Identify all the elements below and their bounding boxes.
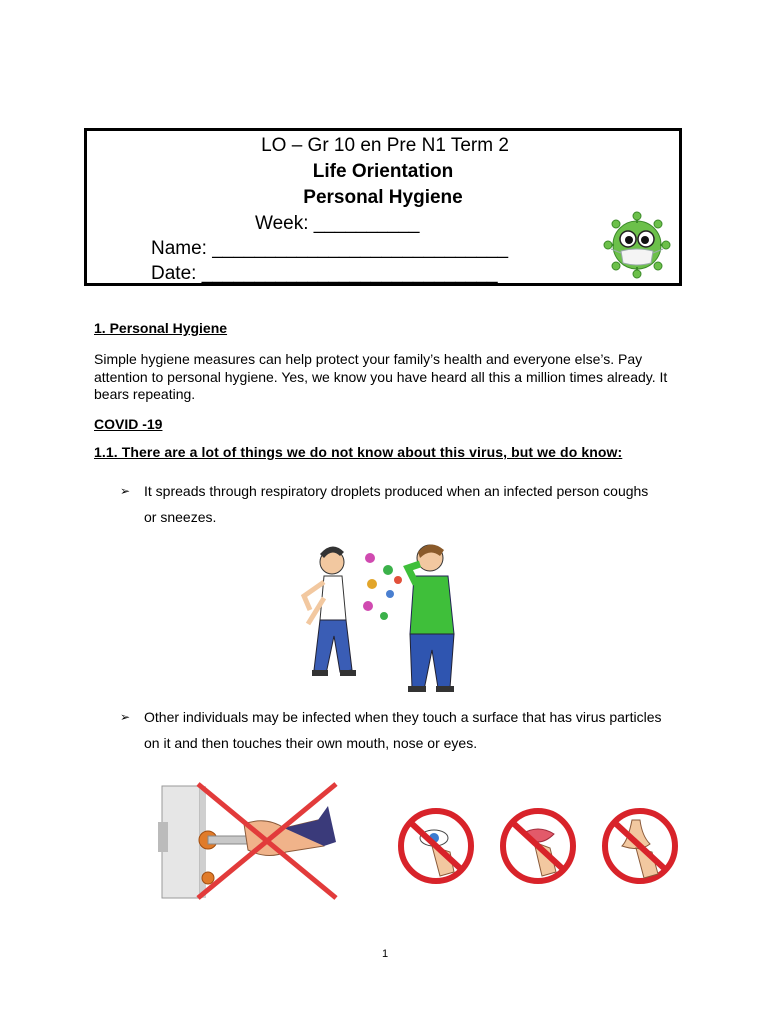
no-touching-face-icons	[388, 806, 688, 886]
no-mouth-touch-icon	[503, 811, 573, 881]
name-field: Name: ____________________________	[151, 238, 509, 259]
subsection-heading: 1.1. There are a lot of things we do not know about this virus, but we do know:	[94, 444, 623, 460]
section-heading: 1. Personal Hygiene	[94, 320, 228, 336]
week-field: Week: __________	[255, 213, 420, 234]
list-item-text: Other individuals may be infected when they touch a surface that has virus particles on it and then touches their own mouth, nose or eyes.	[144, 709, 662, 751]
list-item-text: It spreads through respiratory droplets produced when an infected person coughs or sneezes.	[144, 483, 649, 525]
no-nose-touch-icon	[605, 811, 675, 881]
door-handle-crossed-illustration	[158, 780, 338, 902]
page-number: 1	[381, 948, 389, 960]
coughing-illustration	[290, 540, 480, 700]
worksheet-header	[84, 128, 682, 286]
covid-heading: COVID -19	[94, 416, 163, 432]
no-eye-touch-icon	[401, 811, 471, 881]
worksheet-title: LO – Gr 10 en Pre N1 Term 2	[261, 135, 509, 156]
virus-mascot-icon	[599, 211, 675, 279]
arrow-bullet-icon: ➢	[120, 710, 131, 724]
date-field: Date: ____________________________	[151, 263, 498, 284]
list-item	[120, 478, 680, 534]
topic-title: Personal Hygiene	[303, 187, 463, 208]
intro-paragraph: Simple hygiene measures can help protect your family’s health and everyone else’s. Pay attention to personal hygiene. Yes, we know you have heard all this a million times already. It bears repeating.	[94, 351, 668, 402]
arrow-bullet-icon: ➢	[120, 484, 131, 498]
subject-title: Life Orientation	[312, 161, 454, 182]
list-item	[120, 704, 680, 760]
